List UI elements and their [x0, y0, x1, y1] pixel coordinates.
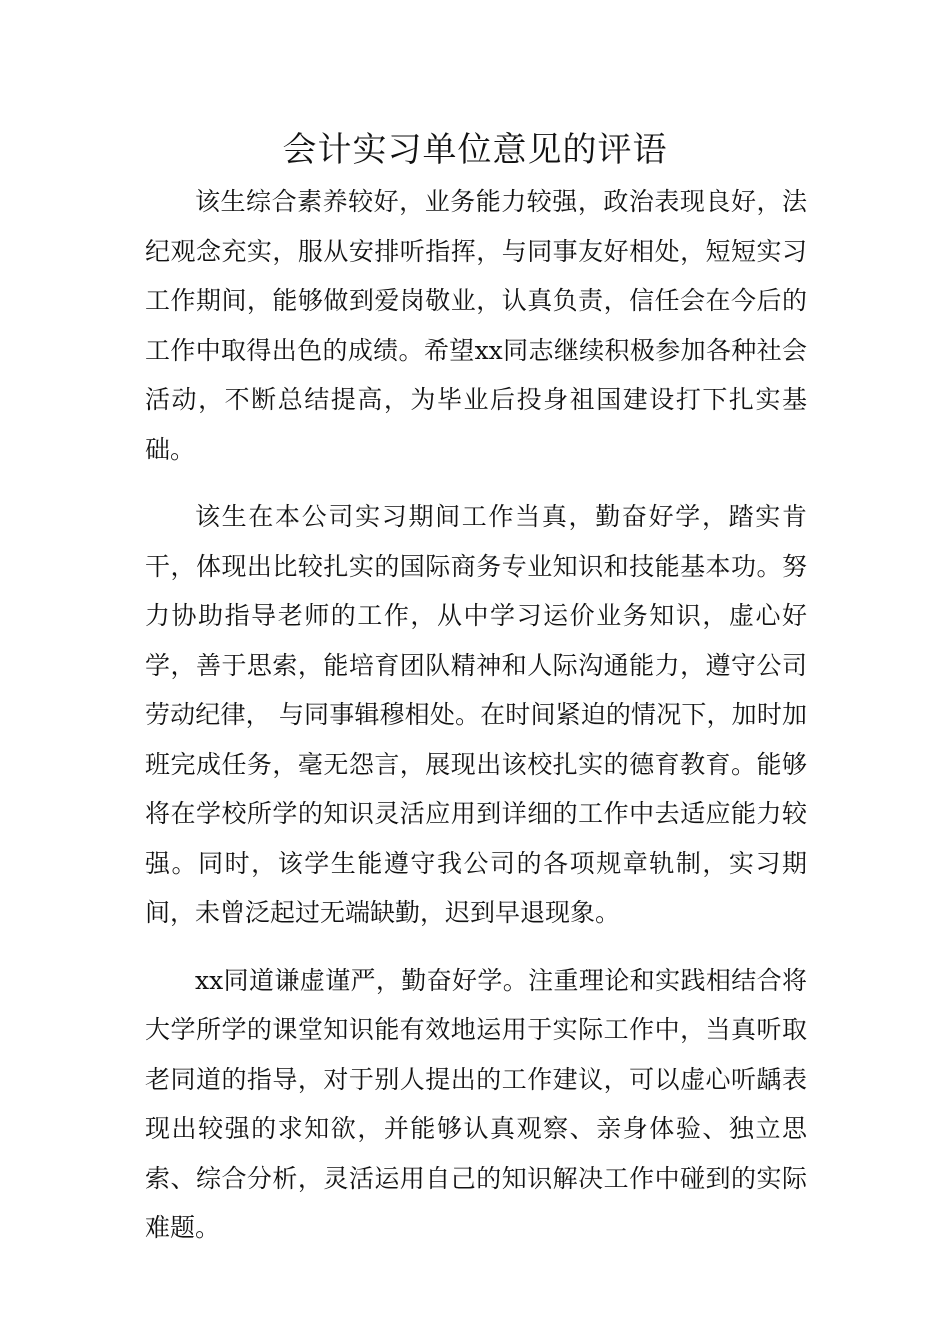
paragraph-2: 该生在本公司实习期间工作当真，勤奋好学，踏实肯干，体现出比较扎实的国际商务专业知识和技能基本功。努力协助指导老师的工作，从中学习运价业务知识，虚心好学，善于思索，能培育团队精神和人际沟通能力，遵守公司劳动纪律， 与同事辑穆相处。在时间紧迫的情况下，加时加班完成任务，毫无怨言，展现出该校扎实的德育教育。能够将在学校所学的知识灵活应用到详细的工作中去适应能力较强。同时，该学生能遵守我公司的各项规章轨制，实习期间，未曾泛起过无端缺勤，迟到早退现象。 — [145, 502, 807, 927]
document-body — [145, 177, 807, 1253]
document-title: 会计实习单位意见的评语 — [282, 130, 668, 170]
paragraph-1: 该生综合素养较好，业务能力较强，政治表现良好，法纪观念充实，服从安排听指挥，与同事友好相处，短短实习工作期间，能够做到爱岗敬业，认真负责，信任会在今后的工作中取得出色的成绩。希望xx同志继续积极参加各种社会活动，不断总结提高，为毕业后投身祖国建设打下扎实基础。 — [145, 187, 807, 464]
paragraph-3: xx同道谦虚谨严，勤奋好学。注重理论和实践相结合将大学所学的课堂知识能有效地运用于实际工作中，当真听取老同道的指导，对于别人提出的工作建议，可以虚心听龋表现出较强的求知欲，并能够认真观察、亲身体验、独立思索、综合分析，灵活运用自己的知识解决工作中碰到的实际难题。 — [145, 965, 807, 1242]
